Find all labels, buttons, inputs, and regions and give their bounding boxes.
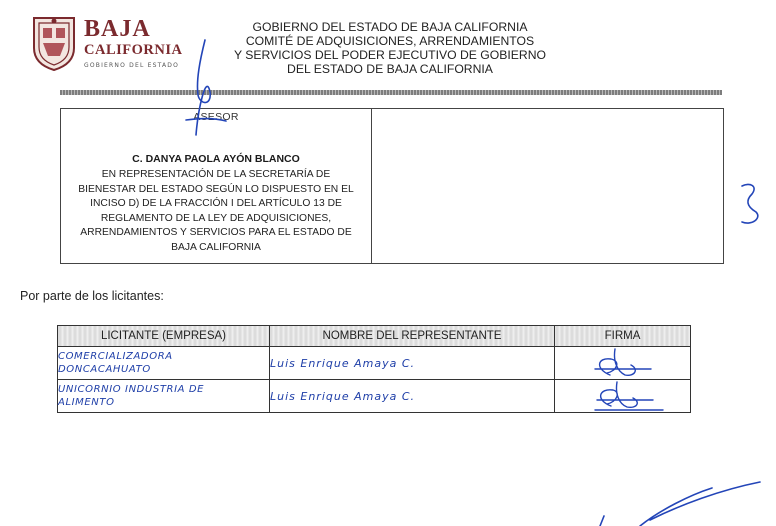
margin-rubric [600, 516, 604, 526]
column-header-representative: NOMBRE DEL REPRESENTANTE [269, 326, 554, 347]
margin-initial [742, 184, 758, 223]
brand-name-baja: BAJA [84, 16, 151, 42]
table-row [58, 380, 691, 413]
advisor-name: C. DANYA PAOLA AYÓN BLANCO [132, 153, 300, 165]
signature-cell [555, 380, 691, 413]
brand-name-california: CALIFORNIA [84, 42, 183, 58]
description-line: BIENESTAR DEL ESTADO SEGÚN LO DISPUESTO EN EL [78, 183, 354, 195]
description-line: BAJA CALIFORNIA [171, 241, 261, 253]
advisor-role: ASESOR [193, 111, 239, 123]
bidder-signature [555, 347, 689, 381]
brand-subtitle: GOBIERNO DEL ESTADO [84, 62, 180, 69]
description-line: ARRENDAMIENTOS Y SERVICIOS PARA EL ESTADO DE [80, 227, 352, 239]
table-row [58, 347, 691, 380]
header-line: DEL ESTADO DE BAJA CALIFORNIA [287, 62, 493, 76]
column-header-company: LICITANTE (EMPRESA) [58, 326, 270, 347]
advisor-signature [186, 119, 226, 121]
description-line: REGLAMENTO DE LA LEY DE ADQUISICIONES, [100, 212, 332, 224]
bidders-table [57, 325, 691, 413]
representative-cell: Luis Enrique Amaya C. [269, 347, 554, 380]
advisor-signature [196, 40, 210, 135]
header-line: COMITÉ DE ADQUISICIONES, ARRENDAMIENTOS [245, 34, 535, 48]
column-header-signature: FIRMA [555, 326, 691, 347]
header-line: GOBIERNO DEL ESTADO DE BAJA CALIFORNIA [252, 20, 528, 34]
company-cell [58, 347, 270, 380]
company-line: UNICORNIO INDUSTRIA DE [58, 384, 205, 395]
bidders-intro: Por parte de los licitantes: [20, 289, 164, 303]
table-header-row [58, 326, 691, 347]
company-line: COMERCIALIZADORA [58, 351, 173, 362]
representative-cell: Luis Enrique Amaya C. [269, 380, 554, 413]
company-line: DONCACAHUATO [58, 364, 151, 375]
company-cell [58, 380, 270, 413]
header-line: Y SERVICIOS DEL PODER EJECUTIVO DE GOBIERNO [234, 48, 546, 62]
margin-rubric [640, 482, 760, 526]
description-line: EN REPRESENTACIÓN DE LA SECRETARÍA DE [101, 169, 331, 180]
signature-cell [555, 347, 691, 380]
bidder-signature [555, 380, 689, 414]
company-line: ALIMENTO [58, 397, 115, 408]
description-line: INCISO D) DE LA FRACCIÓN I DEL ARTÍCULO 13 DE [90, 198, 342, 210]
